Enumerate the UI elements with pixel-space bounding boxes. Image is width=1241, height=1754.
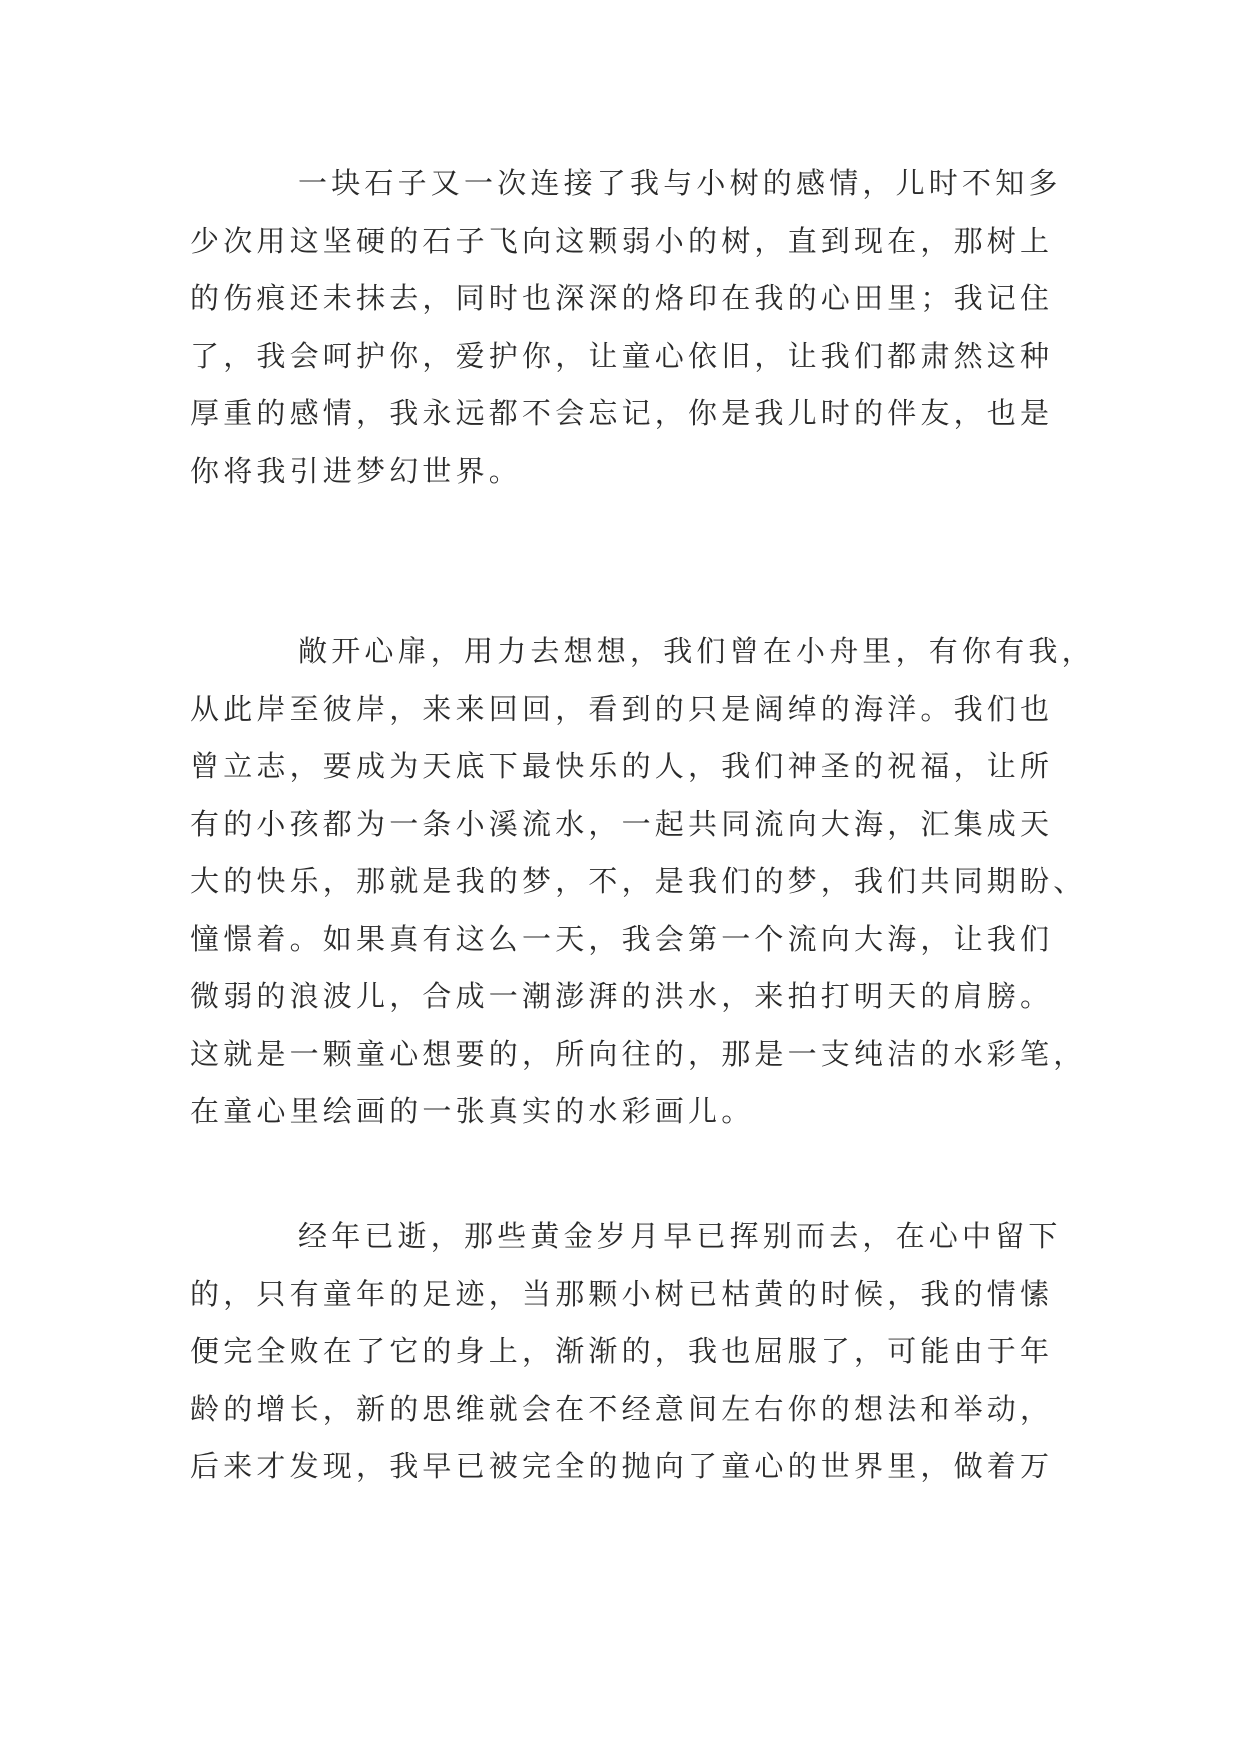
text-line: 你将我引进梦幻世界。 (190, 453, 523, 488)
text-line: 微弱的浪波儿，合成一潮澎湃的洪水，来拍打明天的肩膀。 (190, 979, 1054, 1013)
text-line: 后来才发现，我早已被完全的抛向了童心的世界里，做着万 (190, 1449, 1054, 1483)
text-line: 憧憬着。如果真有这么一天，我会第一个流向大海，让我们 (190, 921, 1054, 956)
text-line: 的，只有童年的足迹，当那颗小树已枯黄的时候，我的情愫 (190, 1276, 1054, 1311)
text-line: 龄的增长，新的思维就会在不经意间左右你的想法和举动， (190, 1391, 1054, 1426)
text-line: 厚重的感情，我永远都不会忘记，你是我儿时的伴友，也是 (190, 396, 1054, 430)
text-line: 便完全败在了它的身上，渐渐的，我也屈服了，可能由于年 (190, 1334, 1054, 1368)
text-line: 有的小孩都为一条小溪流水，一起共同流向大海，汇集成天 (190, 806, 1054, 841)
paragraph-2 (190, 623, 1095, 1141)
paragraph-3 (190, 1208, 1070, 1496)
text-line: 的伤痕还未抹去，同时也深深的烙印在我的心田里；我记住 (190, 281, 1054, 315)
text-line: 一块石子又一次连接了我与小树的感情，儿时不知多 (298, 166, 1062, 200)
text-line: 经年已逝，那些黄金岁月早已挥别而去，在心中留下 (298, 1219, 1062, 1253)
text-line: 大的快乐，那就是我的梦，不，是我们的梦，我们共同期盼、 (190, 864, 1087, 898)
paragraph-1 (190, 155, 1070, 500)
text-line: 曾立志，要成为天底下最快乐的人，我们神圣的祝福，让所 (190, 749, 1054, 783)
text-line: 从此岸至彼岸，来来回回，看到的只是阔绰的海洋。我们也 (190, 691, 1054, 726)
text-line: 这就是一颗童心想要的，所向往的，那是一支纯洁的水彩笔， (190, 1036, 1087, 1071)
text-line: 敞开心扉，用力去想想，我们曾在小舟里，有你有我， (298, 634, 1095, 668)
text-line: 在童心里绘画的一张真实的水彩画儿。 (190, 1094, 755, 1128)
text-line: 少次用这坚硬的石子飞向这颗弱小的树，直到现在，那树上 (190, 223, 1054, 258)
text-line: 了，我会呵护你，爱护你，让童心依旧，让我们都肃然这种 (190, 338, 1054, 373)
